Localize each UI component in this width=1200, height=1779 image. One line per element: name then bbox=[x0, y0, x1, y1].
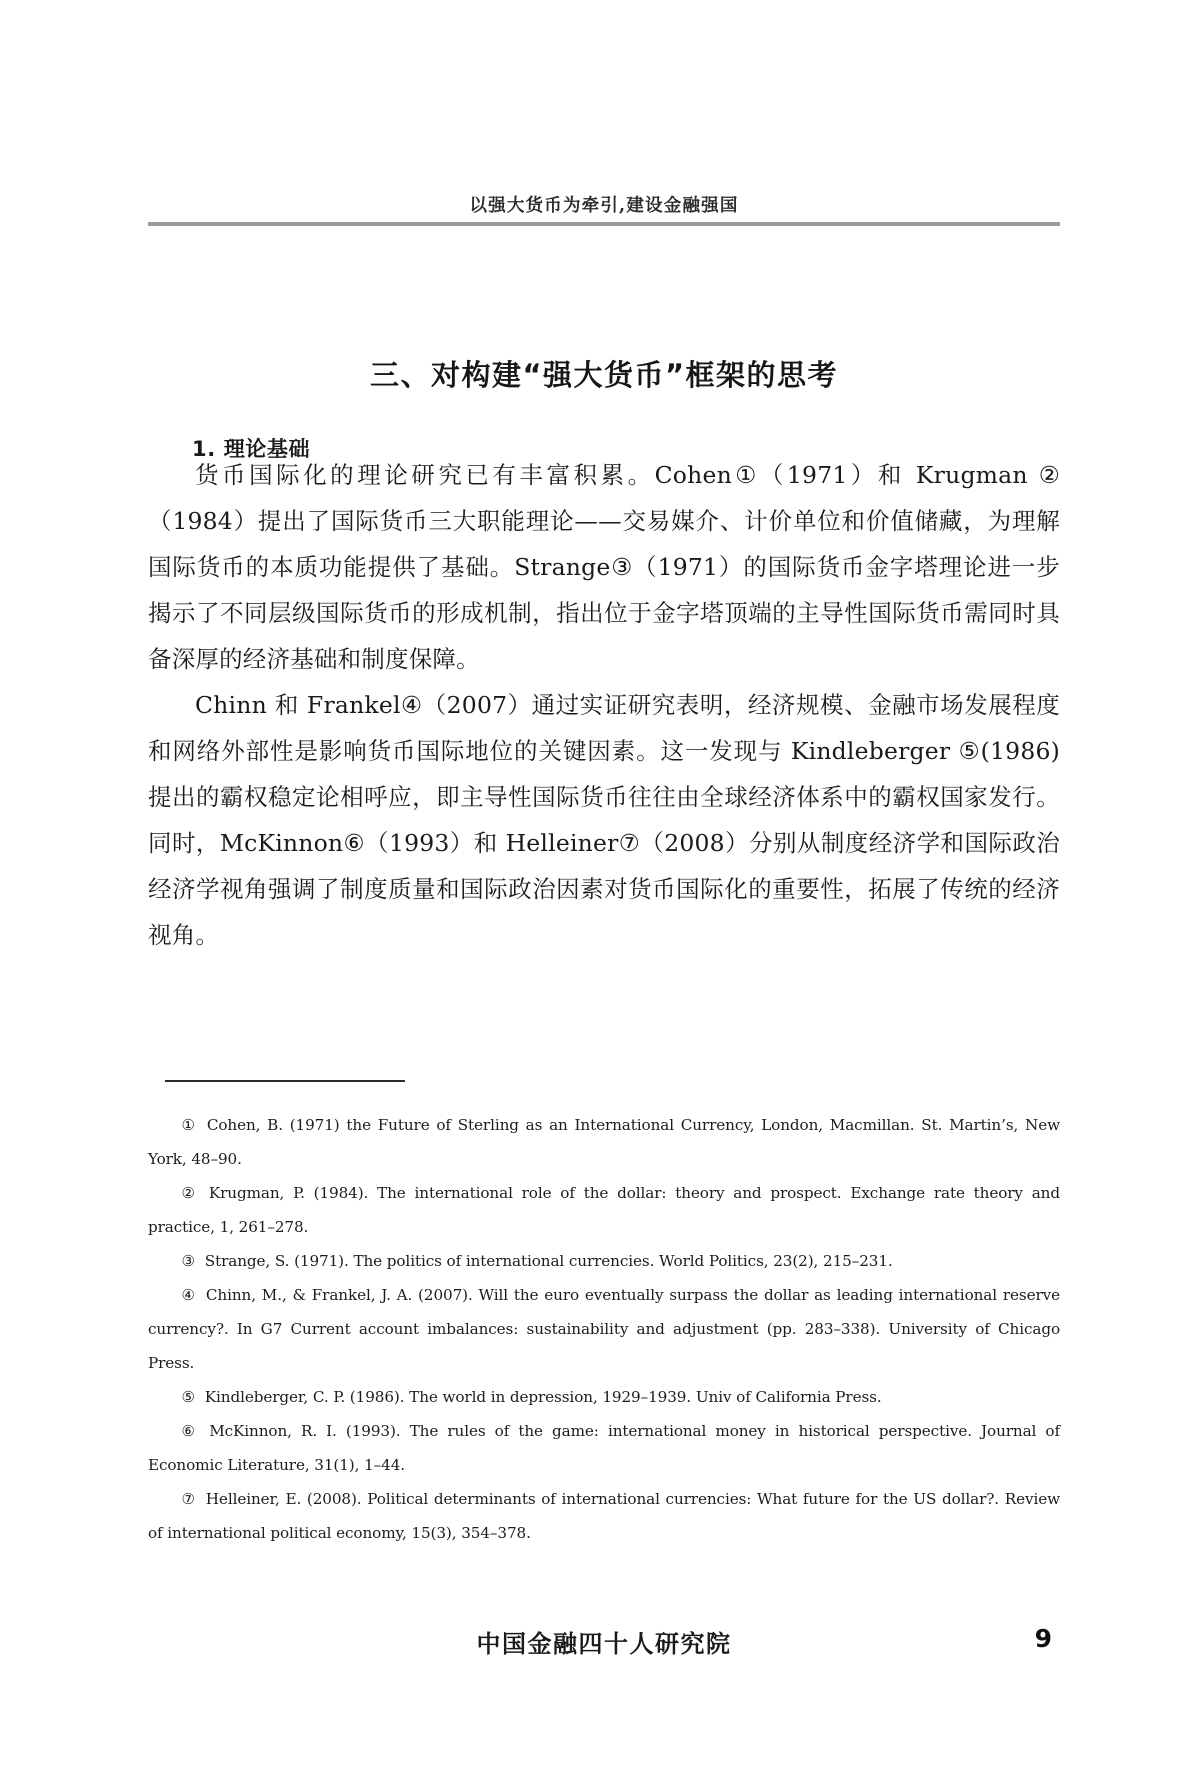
footnote-text: Krugman, P. (1984). The international role of the dollar: theory and prospect. Exchange rate theory and practice, 1, 261–278. bbox=[148, 1184, 1060, 1236]
footnote-marker: ③ bbox=[181, 1252, 195, 1270]
footnote-item bbox=[148, 1176, 1060, 1244]
footnote-marker: ⑦ bbox=[181, 1490, 196, 1508]
body-paragraph: 货币国际化的理论研究已有丰富积累。Cohen①（1971）和 Krugman ②（1984）提出了国际货币三大职能理论——交易媒介、计价单位和价值储藏，为理解国际货币的本质功能提供了基础。Strange③（1971）的国际货币金字塔理论进一步揭示了不同层级国际货币的形成机制，指出位于金字塔顶端的主导性国际货币需同时具备深厚的经济基础和制度保障。 bbox=[148, 461, 1060, 673]
running-head: 以强大货币为牵引,建设金融强国 bbox=[469, 196, 739, 216]
footnote-list bbox=[148, 1108, 1060, 1550]
footnote-item bbox=[148, 1380, 1060, 1414]
footnote-text: Cohen, B. (1971) the Future of Sterling as an International Currency, London, Macmillan. St. Martin’s, New York, 48–90. bbox=[148, 1116, 1060, 1168]
footnote-item bbox=[148, 1414, 1060, 1482]
running-head-rule bbox=[148, 222, 1060, 226]
body-text bbox=[148, 452, 1060, 958]
footer-institution: 中国金融四十人研究院 bbox=[476, 1629, 732, 1658]
footnote-item bbox=[148, 1482, 1060, 1550]
footnote-text: Strange, S. (1971). The politics of international currencies. World Politics, 23(2), 215–231. bbox=[204, 1252, 893, 1270]
footnote-item bbox=[148, 1244, 1060, 1278]
footnote-text: McKinnon, R. I. (1993). The rules of the game: international money in historical perspective. Journal of Economic Literature, 31(1), 1–44. bbox=[148, 1422, 1060, 1474]
footnote-marker: ⑤ bbox=[181, 1388, 195, 1406]
page-number: 9 bbox=[1034, 1624, 1052, 1653]
section-heading: 三、对构建“强大货币”框架的思考 bbox=[369, 358, 839, 393]
footnote-item bbox=[148, 1108, 1060, 1176]
footnote-marker: ⑥ bbox=[181, 1422, 200, 1440]
footnote-marker: ④ bbox=[181, 1286, 196, 1304]
footnote-marker: ② bbox=[181, 1184, 199, 1202]
footnote-separator-rule bbox=[165, 1080, 405, 1082]
footnote-text: Helleiner, E. (2008). Political determinants of international currencies: What future for the US dollar?. Review of international political economy, 15(3), 354–378. bbox=[148, 1490, 1060, 1542]
footnote-item bbox=[148, 1278, 1060, 1380]
subsection-heading: 1. 理论基础 bbox=[192, 437, 311, 462]
footnote-marker: ① bbox=[181, 1116, 197, 1134]
body-paragraph: Chinn 和 Frankel④（2007）通过实证研究表明，经济规模、金融市场发展程度和网络外部性是影响货币国际地位的关键因素。这一发现与 Kindleberger ⑤(1986)提出的霸权稳定论相呼应，即主导性国际货币往往由全球经济体系中的霸权国家发行。同时，McKinnon⑥（1993）和 Helleiner⑦（2008）分别从制度经济学和国际政治经济学视角强调了制度质量和国际政治因素对货币国际化的重要性，拓展了传统的经济视角。 bbox=[148, 691, 1060, 949]
footnote-text: Kindleberger, C. P. (1986). The world in depression, 1929–1939. Univ of California Press. bbox=[204, 1388, 882, 1406]
footnote-text: Chinn, M., & Frankel, J. A. (2007). Will the euro eventually surpass the dollar as leading international reserve currency?. In G7 Current account imbalances: sustainability and adjustment (pp. 283–338). University of Chicago Press. bbox=[148, 1286, 1060, 1372]
